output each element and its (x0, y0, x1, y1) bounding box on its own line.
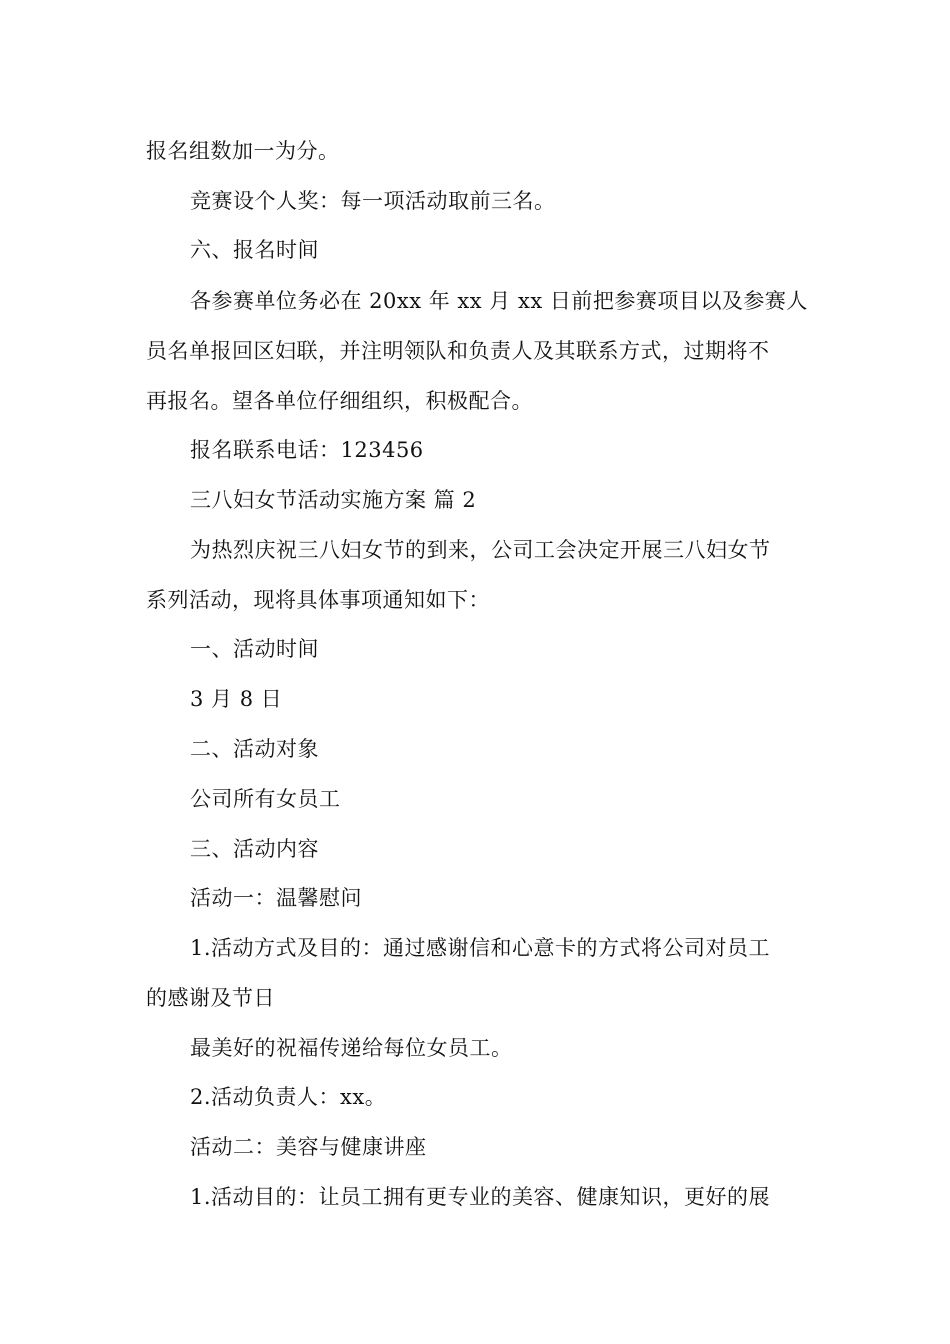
text-line: 报名联系电话：123456 (190, 438, 424, 462)
text-line: 再报名。望各单位仔细组织，积极配合。 (146, 389, 533, 413)
text-line: 竞赛设个人奖：每一项活动取前三名。 (190, 189, 556, 213)
text-line: 1.活动目的：让员工拥有更专业的美容、健康知识，更好的展 (190, 1185, 771, 1209)
text-line: 1.活动方式及目的：通过感谢信和心意卡的方式将公司对员工 (190, 936, 771, 960)
document-title: 三八妇女节活动实施方案 篇 2 (190, 488, 477, 512)
section-heading: 一、活动时间 (190, 637, 319, 661)
text-line: 最美好的祝福传递给每位女员工。 (190, 1036, 513, 1060)
subsection-heading: 活动二：美容与健康讲座 (190, 1135, 427, 1159)
text-line: 公司所有女员工 (190, 787, 341, 811)
text-line: 员名单报回区妇联，并注明领队和负责人及其联系方式，过期将不 (146, 339, 770, 363)
section-heading: 六、报名时间 (190, 238, 319, 262)
text-line: 为热烈庆祝三八妇女节的到来，公司工会决定开展三八妇女节 (190, 538, 771, 562)
subsection-heading: 活动一：温馨慰问 (190, 886, 362, 910)
text-line: 各参赛单位务必在 20xx 年 xx 月 xx 日前把参赛项目以及参赛人 (190, 289, 808, 313)
text-line: 系列活动，现将具体事项通知如下： (146, 588, 490, 612)
text-line: 报名组数加一为分。 (146, 139, 340, 163)
section-heading: 三、活动内容 (190, 837, 319, 861)
text-line: 2.活动负责人：xx。 (190, 1085, 387, 1109)
text-line: 的感谢及节日 (146, 986, 275, 1010)
text-line: 3 月 8 日 (190, 687, 283, 711)
section-heading: 二、活动对象 (190, 737, 319, 761)
